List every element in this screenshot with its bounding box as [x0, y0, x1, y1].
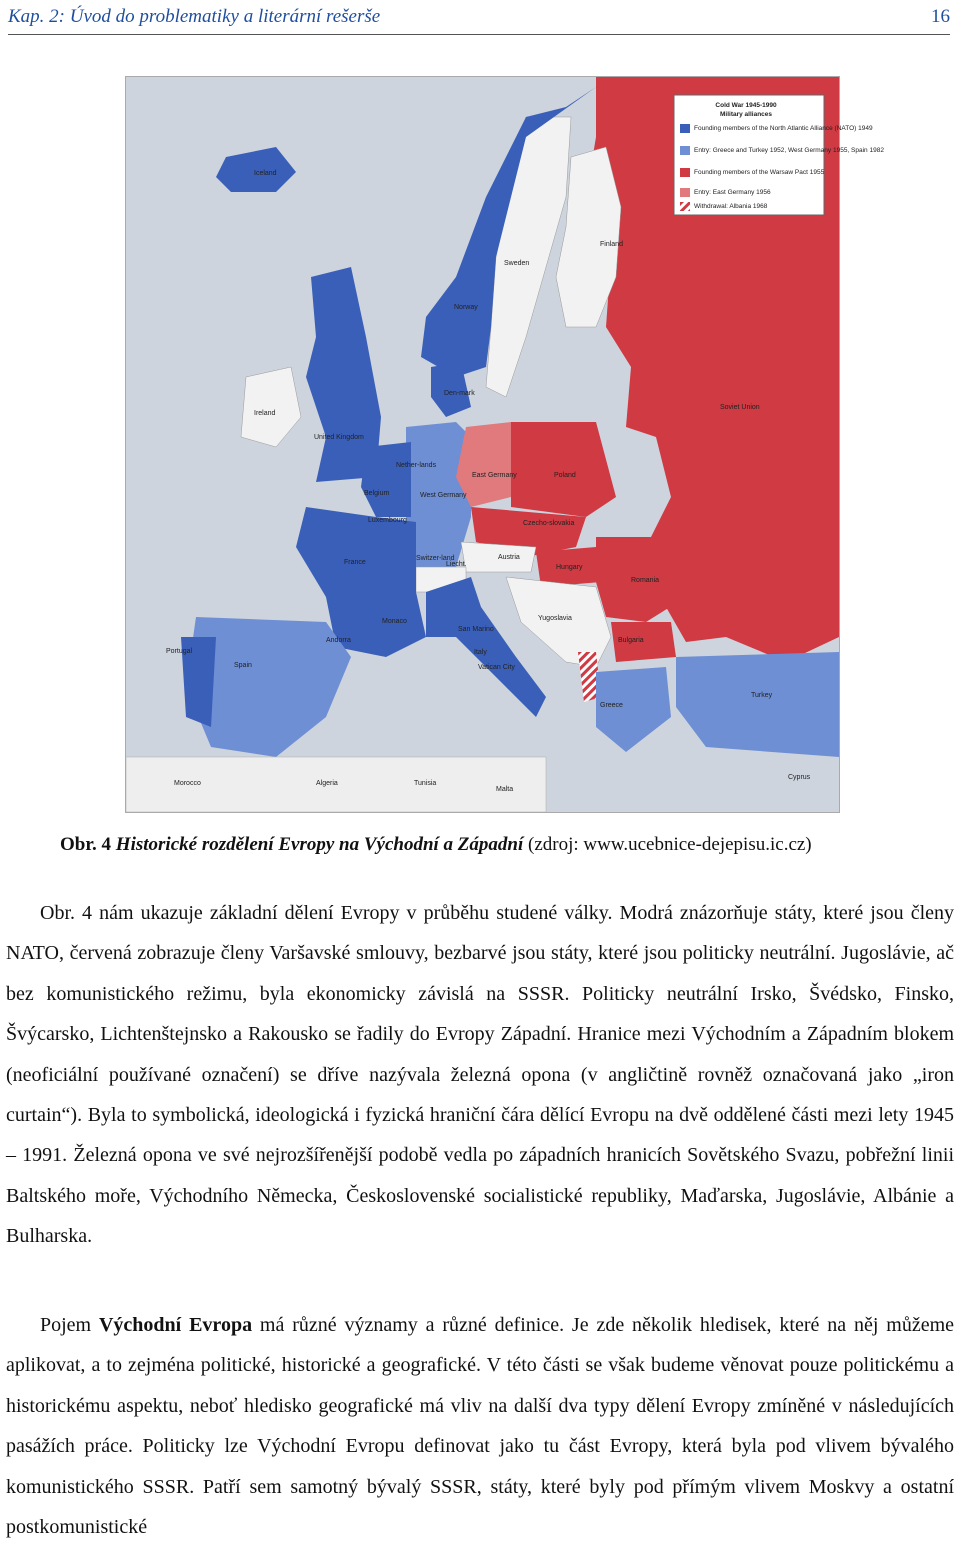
- label-finland: Finland: [600, 241, 623, 248]
- label-ireland: Ireland: [254, 410, 276, 417]
- label-vatican: Vatican City: [478, 664, 515, 671]
- paragraph-1: [6, 893, 954, 1257]
- label-denmark: Den-mark: [444, 390, 475, 397]
- label-italy: Italy: [474, 649, 487, 656]
- label-czechoslovakia: Czecho-slovakia: [523, 520, 575, 527]
- paragraph-2: [6, 1305, 954, 1547]
- label-iceland: Iceland: [254, 170, 277, 177]
- map-svg: [126, 77, 884, 812]
- label-romania: Romania: [631, 577, 660, 584]
- label-san-marino: San Marino: [458, 626, 494, 633]
- label-portugal: Portugal: [166, 648, 193, 655]
- legend-item: Founding members of the Warsaw Pact 1955: [694, 169, 825, 176]
- label-bulgaria: Bulgaria: [618, 637, 644, 644]
- legend-subtitle: Military alliances: [719, 111, 773, 118]
- label-luxembourg: Luxembourg: [368, 517, 407, 524]
- caption-title: Historické rozdělení Evropy na Východní a Západní: [115, 834, 524, 855]
- label-hungary: Hungary: [556, 564, 583, 571]
- europe-cold-war-map: [125, 76, 884, 813]
- paragraph-2-after: má různé významy a různé definice. Je zde několik hledisek, které na něj můžeme aplikovat, a to zejména politické, historické a geografické. V této části se však budeme věnovat pouze politickému a historickému aspektu, neboť hledisko geografické má vliv na další dva typy dělení Evropy zmíněné v následujících pasážích práce. Politicky lze Východní Evropu definovat jako tu část Evropy, která byla pod vlivem bývalého komunistického SSSR. Patří sem samotný bývalý SSSR, státy, které byly pod přímým vlivem Moskvy a ostatní postkomunistické: [6, 1314, 955, 1539]
- header-rule: [8, 34, 950, 35]
- label-tunisia: Tunisia: [414, 780, 437, 787]
- paragraph-1-text: Obr. 4 nám ukazuje základní dělení Evropy v průběhu studené války. Modrá znázorňuje státy, které jsou členy NATO, červená zobrazuje členy Varšavské smlouvy, bezbarvé jsou státy, které jsou politicky neutrální. Jugoslávie, ač bez komunistického režimu, byla ekonomicky závislá na SSSR. Politicky neutrální Irsko, Švédsko, Finsko, Švýcarsko, Lichtenštejnsko a Rakousko se řadily do Evropy Západní. Hranice mezi Východním a Západním blokem (neoficiální používané označení) se dříve nazývala železná opona (v angličtině rovněž označovaná jako „iron curtain“). Byla to symbolická, ideologická i fyzická hraniční čára dělící Evropu na dvě oddělené části mezi lety 1945 – 1991. Železná opona ve své nejrozšířenější podobě vedla po západních hranicích Sovětského Svazu, pobřežní linii Baltského moře, Východního Německa, Československé socialistické republiky, Maďarska, Jugoslávie, Albánie a Bulharska.: [6, 902, 954, 1248]
- label-belgium: Belgium: [364, 490, 390, 497]
- label-switzerland: Switzer-land: [416, 555, 455, 562]
- label-poland: Poland: [554, 472, 576, 479]
- term-vychodni-evropa: Východní Evropa: [98, 1314, 253, 1336]
- legend-item: Entry: Greece and Turkey 1952, West Germany 1955, Spain 1982: [694, 147, 884, 154]
- label-morocco: Morocco: [174, 780, 201, 787]
- label-soviet-union: Soviet Union: [720, 404, 760, 411]
- legend-title: Cold War 1945-1990: [715, 102, 777, 109]
- label-algeria: Algeria: [316, 780, 338, 787]
- label-east-germany: East Germany: [472, 472, 517, 479]
- caption-label: Obr. 4: [60, 834, 112, 855]
- label-malta: Malta: [496, 786, 514, 793]
- page-number: 16: [931, 6, 950, 27]
- label-andorra: Andorra: [326, 637, 351, 644]
- legend-item: Entry: East Germany 1956: [694, 189, 771, 196]
- caption-source: (zdroj: www.ucebnice-dejepisu.ic.cz): [528, 834, 812, 855]
- label-turkey: Turkey: [751, 692, 773, 699]
- label-spain: Spain: [234, 662, 252, 669]
- label-netherlands: Nether-lands: [396, 462, 437, 469]
- label-austria: Austria: [498, 554, 520, 561]
- chapter-title: Kap. 2: Úvod do problematiky a literární rešerše: [8, 6, 381, 27]
- label-liecht: Liecht.: [446, 561, 467, 568]
- label-uk: United Kingdom: [314, 434, 364, 441]
- label-west-germany: West Germany: [420, 492, 467, 499]
- figure-caption: [60, 834, 812, 856]
- paragraph-2-before: Pojem: [40, 1314, 99, 1336]
- page-header: [8, 2, 950, 32]
- label-greece: Greece: [600, 702, 623, 709]
- label-sweden: Sweden: [504, 260, 530, 267]
- map-legend: [674, 95, 884, 215]
- legend-item: Withdrawal: Albania 1968: [694, 203, 768, 210]
- label-yugoslavia: Yugoslavia: [538, 615, 572, 622]
- label-france: France: [344, 559, 366, 566]
- label-norway: Norway: [454, 304, 478, 311]
- paragraph-2-text: [6, 1305, 954, 1547]
- legend-item: Founding members of the North Atlantic Alliance (NATO) 1949: [694, 125, 873, 132]
- label-cyprus: Cyprus: [788, 774, 811, 781]
- label-monaco: Monaco: [382, 618, 407, 625]
